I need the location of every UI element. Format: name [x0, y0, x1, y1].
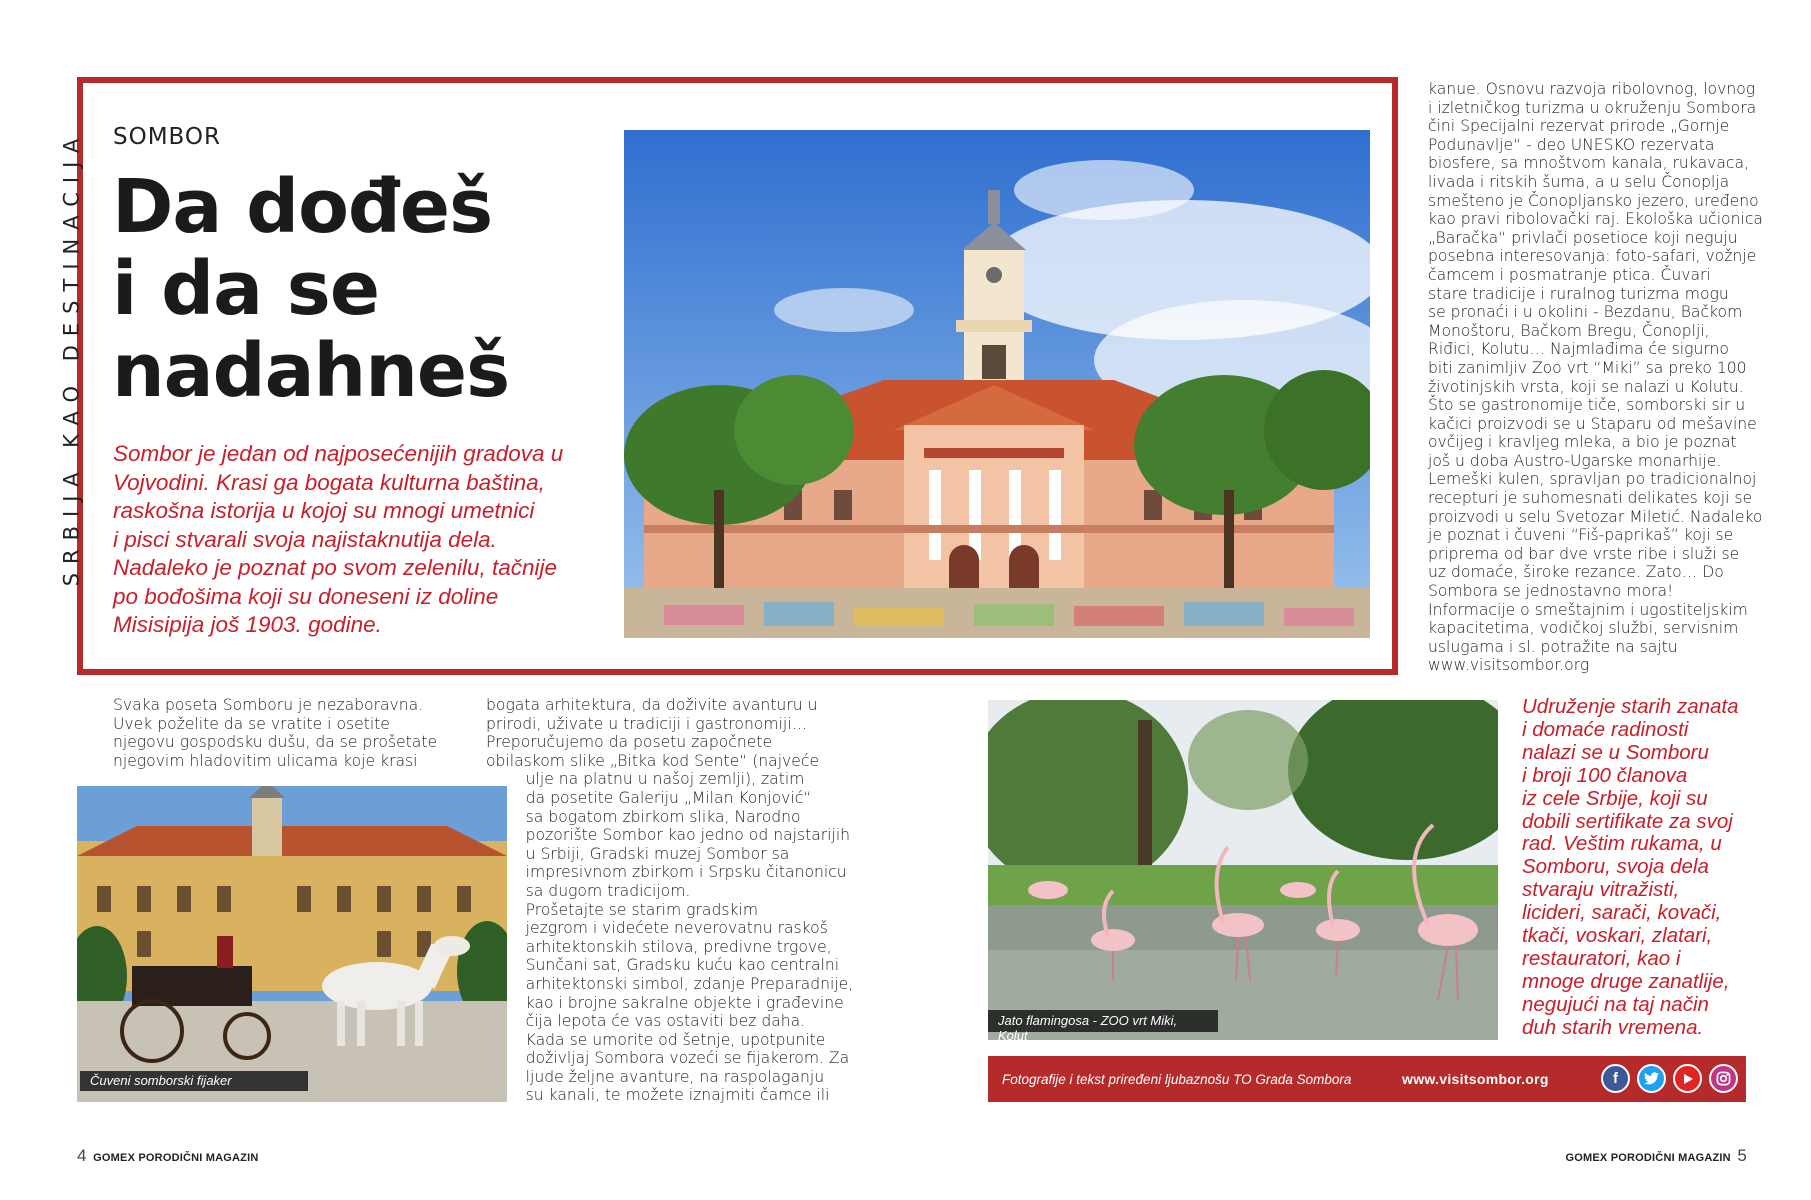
quote-line: tkači, voskari, zlatari,: [1522, 924, 1713, 948]
body-line: obilaskom slike „Bitka kod Sente“ (najveće: [486, 751, 820, 770]
body-line: sa bogatom zbirkom slika, Narodno: [486, 807, 801, 826]
body-line: Svaka poseta Somboru je nezaboravna.: [113, 696, 424, 714]
lead-paragraph: [113, 440, 583, 640]
body-line: Monoštoru, Bačkom Bregu, Čonoplji,: [1428, 321, 1710, 340]
body-line: pozorište Sombor kao jedno od najstarijih: [486, 826, 851, 845]
photo-credit: Fotografije i tekst priređeni ljubaznošu TO Grada Sombora: [1002, 1071, 1352, 1087]
quote-line: i domaće radinosti: [1522, 717, 1689, 741]
body-line: proizvodi u selu Svetozar Miletić. Nadaleko: [1428, 507, 1763, 526]
lead-line: Vojvodini. Krasi ga bogata kulturna baština,: [113, 469, 545, 495]
quote-line: nalazi se u Somboru: [1522, 740, 1709, 764]
body-line: bogata arhitektura, da doživite avanturu u: [486, 696, 818, 714]
body-line: se pronaći i u okolini - Bezdanu, Bačkom: [1428, 303, 1743, 322]
body-line: arhitektonski simbol, zdanje Preparadnije,: [486, 974, 854, 993]
body-line: Preporučujemo da posetu započnete: [486, 733, 773, 752]
lead-line: i pisci stvarali svoja najistaknutija dela.: [113, 526, 497, 552]
instagram-icon[interactable]: [1709, 1064, 1738, 1093]
body-line: njegovim hladovitim ulicama koje krasi: [113, 751, 418, 770]
body-line: Kada se umorite od šetnje, upotpunite: [486, 1030, 826, 1049]
body-line: Sombora se jednostavno mora!: [1428, 582, 1674, 601]
headline-line: Da dođeš: [112, 164, 493, 250]
body-line: Sunčani sat, Gradsku kuću kao centralni: [486, 956, 840, 975]
quote-line: mnoge druge zanatlije,: [1522, 969, 1730, 993]
body-line: da posetite Galeriju „Milan Konjović“: [486, 788, 812, 807]
body-line: smešteno je Čonopljansko jezero, uređeno: [1428, 191, 1759, 210]
body-line: kačici proizvodi se u Staparu od mešavine: [1428, 414, 1757, 433]
body-line: još u doba Austro-Ugarske monarhije.: [1428, 451, 1722, 470]
lead-line: Nadaleko je poznat po svom zelenilu, tačnije: [113, 555, 558, 580]
body-line: i izletničkog turizma u okruženju Sombora: [1428, 98, 1757, 117]
quote-line: Somboru, svoja dela: [1522, 855, 1709, 879]
body-column-b: [486, 696, 853, 1105]
quote-line: duh starih vremena.: [1522, 1015, 1704, 1039]
body-line: su kanali, te možete iznajmiti čamce ili: [486, 1086, 830, 1105]
magazine-title: GOMEX PORODIČNI MAGAZIN: [93, 1152, 259, 1164]
headline: [112, 166, 552, 412]
quote-line: dobili sertifikate za svoj: [1522, 809, 1733, 833]
body-line: Što se gastronomije tiče, somborski sir u: [1428, 396, 1746, 415]
body-line: recepturi je suhomesnati delikates koji se: [1428, 489, 1753, 508]
carriage-caption: Čuveni somborski fijaker: [80, 1071, 308, 1091]
body-line: posebna interesovanja: foto-safari, vožnje: [1428, 247, 1757, 266]
body-line: životinjskih vrsta, koji se nalazi u Kolutu.: [1428, 377, 1744, 396]
quote-line: stvaraju vitražisti,: [1522, 878, 1680, 902]
twitter-icon[interactable]: [1637, 1064, 1666, 1093]
folio-left: [77, 1146, 259, 1166]
quote-line: i broji 100 članova: [1522, 763, 1688, 787]
body-line: kao pravi ribolovački raj. Ekološka učionica: [1428, 210, 1763, 229]
page-number: 5: [1737, 1146, 1747, 1165]
body-line: ljude željne avanture, na raspolaganju: [486, 1067, 825, 1086]
body-line: kapacitetima, vodičkoj službi, servisnim: [1428, 619, 1739, 638]
carriage-photo: [77, 786, 507, 1102]
body-line: Riđici, Kolutu… Najmlađima će sigurno: [1428, 340, 1729, 359]
body-column-a: [113, 696, 437, 770]
body-line: jezgrom i videćete neverovatnu raskoš: [486, 919, 828, 938]
flamingo-caption: Jato flamingosa - ZOO vrt Miki, Kolut: [988, 1010, 1218, 1032]
body-line: doživljaj Sombora vozeći se fijakerom. Za: [486, 1049, 850, 1068]
flamingo-photo: [988, 700, 1498, 1040]
body-line: ovčijeg i kravljeg mleka, a bio je poznat: [1428, 433, 1737, 452]
kicker: SOMBOR: [113, 124, 222, 150]
magazine-title: GOMEX PORODIČNI MAGAZIN: [1565, 1152, 1731, 1164]
lead-line: Sombor je jedan od najposećenijih gradova u: [113, 441, 564, 466]
website-link[interactable]: www.visitsombor.org: [1402, 1071, 1549, 1087]
body-line: impresivnom zbirkom i Srpsku čitanonicu: [486, 863, 847, 882]
body-line: čini Specijalni rezervat prirode „Gornje: [1428, 117, 1730, 136]
section-label: [56, 129, 86, 586]
body-line: kanue. Osnovu razvoja ribolovnog, lovnog: [1428, 80, 1756, 98]
social-icons: [1601, 1064, 1738, 1093]
body-line: je poznat i čuveni “Fiš-paprikaš” koji se: [1428, 526, 1734, 545]
quote-line: licideri, sarači, kovači,: [1522, 901, 1722, 925]
body-line: biosfere, sa mnoštvom kanala, rukavaca,: [1428, 154, 1749, 173]
body-line: čamcem i posmatranje ptica. Čuvari: [1428, 265, 1711, 284]
body-line: njegovu gospodsku dušu, da se prošetate: [113, 733, 438, 752]
lead-line: Misisipija još 1903. godine.: [113, 612, 382, 637]
quote-line: Udruženje starih zanata: [1522, 695, 1739, 718]
body-line: u Srbiji, Gradski muzej Sombor sa: [486, 844, 790, 863]
body-line: Uvek poželite da se vratite i osetite: [113, 714, 390, 733]
body-line: Informacije o smeštajnim i ugostiteljskim: [1428, 600, 1748, 619]
quote-line: rad. Veštim rukama, u: [1522, 832, 1722, 856]
town-hall-photo: [624, 130, 1370, 638]
quote-line: negujući na taj način: [1522, 992, 1709, 1016]
quote-line: restauratori, kao i: [1522, 946, 1681, 970]
headline-line: i da se: [112, 246, 380, 332]
body-line: livada i ritskih šuma, a u selu Čonoplja: [1428, 172, 1730, 191]
body-line: „Baračka“ privlači posetioce koji neguju: [1428, 228, 1738, 247]
section-label-text: SRBIJA KAO DESTINACIJA: [59, 129, 84, 586]
body-line: uslugama i sl. potražite na sajtu: [1428, 637, 1678, 656]
body-line: arhitektonskih stilova, predivne trgove,: [486, 937, 832, 956]
body-line: prirodi, uživate u tradiciji i gastronomiji…: [486, 714, 808, 733]
youtube-icon[interactable]: [1673, 1064, 1702, 1093]
facebook-icon[interactable]: f: [1601, 1064, 1630, 1093]
body-line: ulje na platnu u našoj zemlji), zatim: [486, 770, 805, 789]
page-number: 4: [77, 1146, 87, 1165]
body-line: sa dugom tradicijom.: [486, 881, 691, 900]
body-line: priprema od bar dve vrste ribe i služi se: [1428, 544, 1740, 563]
body-line: Prošetajte se starim gradskim: [486, 900, 759, 919]
body-line: biti zanimljiv Zoo vrt “Miki” sa preko 100: [1428, 358, 1747, 377]
headline-line: nadahneš: [112, 328, 510, 414]
body-line: Lemeški kulen, spravljan po tradicionalnoj: [1428, 470, 1757, 489]
credits-bar: [988, 1056, 1746, 1102]
website-link[interactable]: www.visitsombor.org: [1428, 656, 1590, 675]
crafts-quote: [1522, 696, 1739, 1040]
lead-line: raskošna istorija u kojoj su mnogi umetnici: [113, 498, 535, 523]
lead-line: po bođošima koji su doneseni iz doline: [113, 583, 499, 609]
body-line: čija lepota će vas ostaviti bez daha.: [486, 1012, 806, 1031]
folio-right: [1566, 1146, 1748, 1166]
body-line: kao i brojne sakralne objekte i građevine: [486, 993, 844, 1012]
body-line: uz domaće, široke rezance. Zato… Do: [1428, 563, 1724, 582]
body-line: stare tradicije i ruralnog turizma mogu: [1428, 284, 1729, 303]
body-column-c: [1428, 80, 1763, 675]
body-line: Podunavlje“ - deo UNESKO rezervata: [1428, 135, 1715, 154]
quote-line: iz cele Srbije, koji su: [1522, 786, 1708, 810]
